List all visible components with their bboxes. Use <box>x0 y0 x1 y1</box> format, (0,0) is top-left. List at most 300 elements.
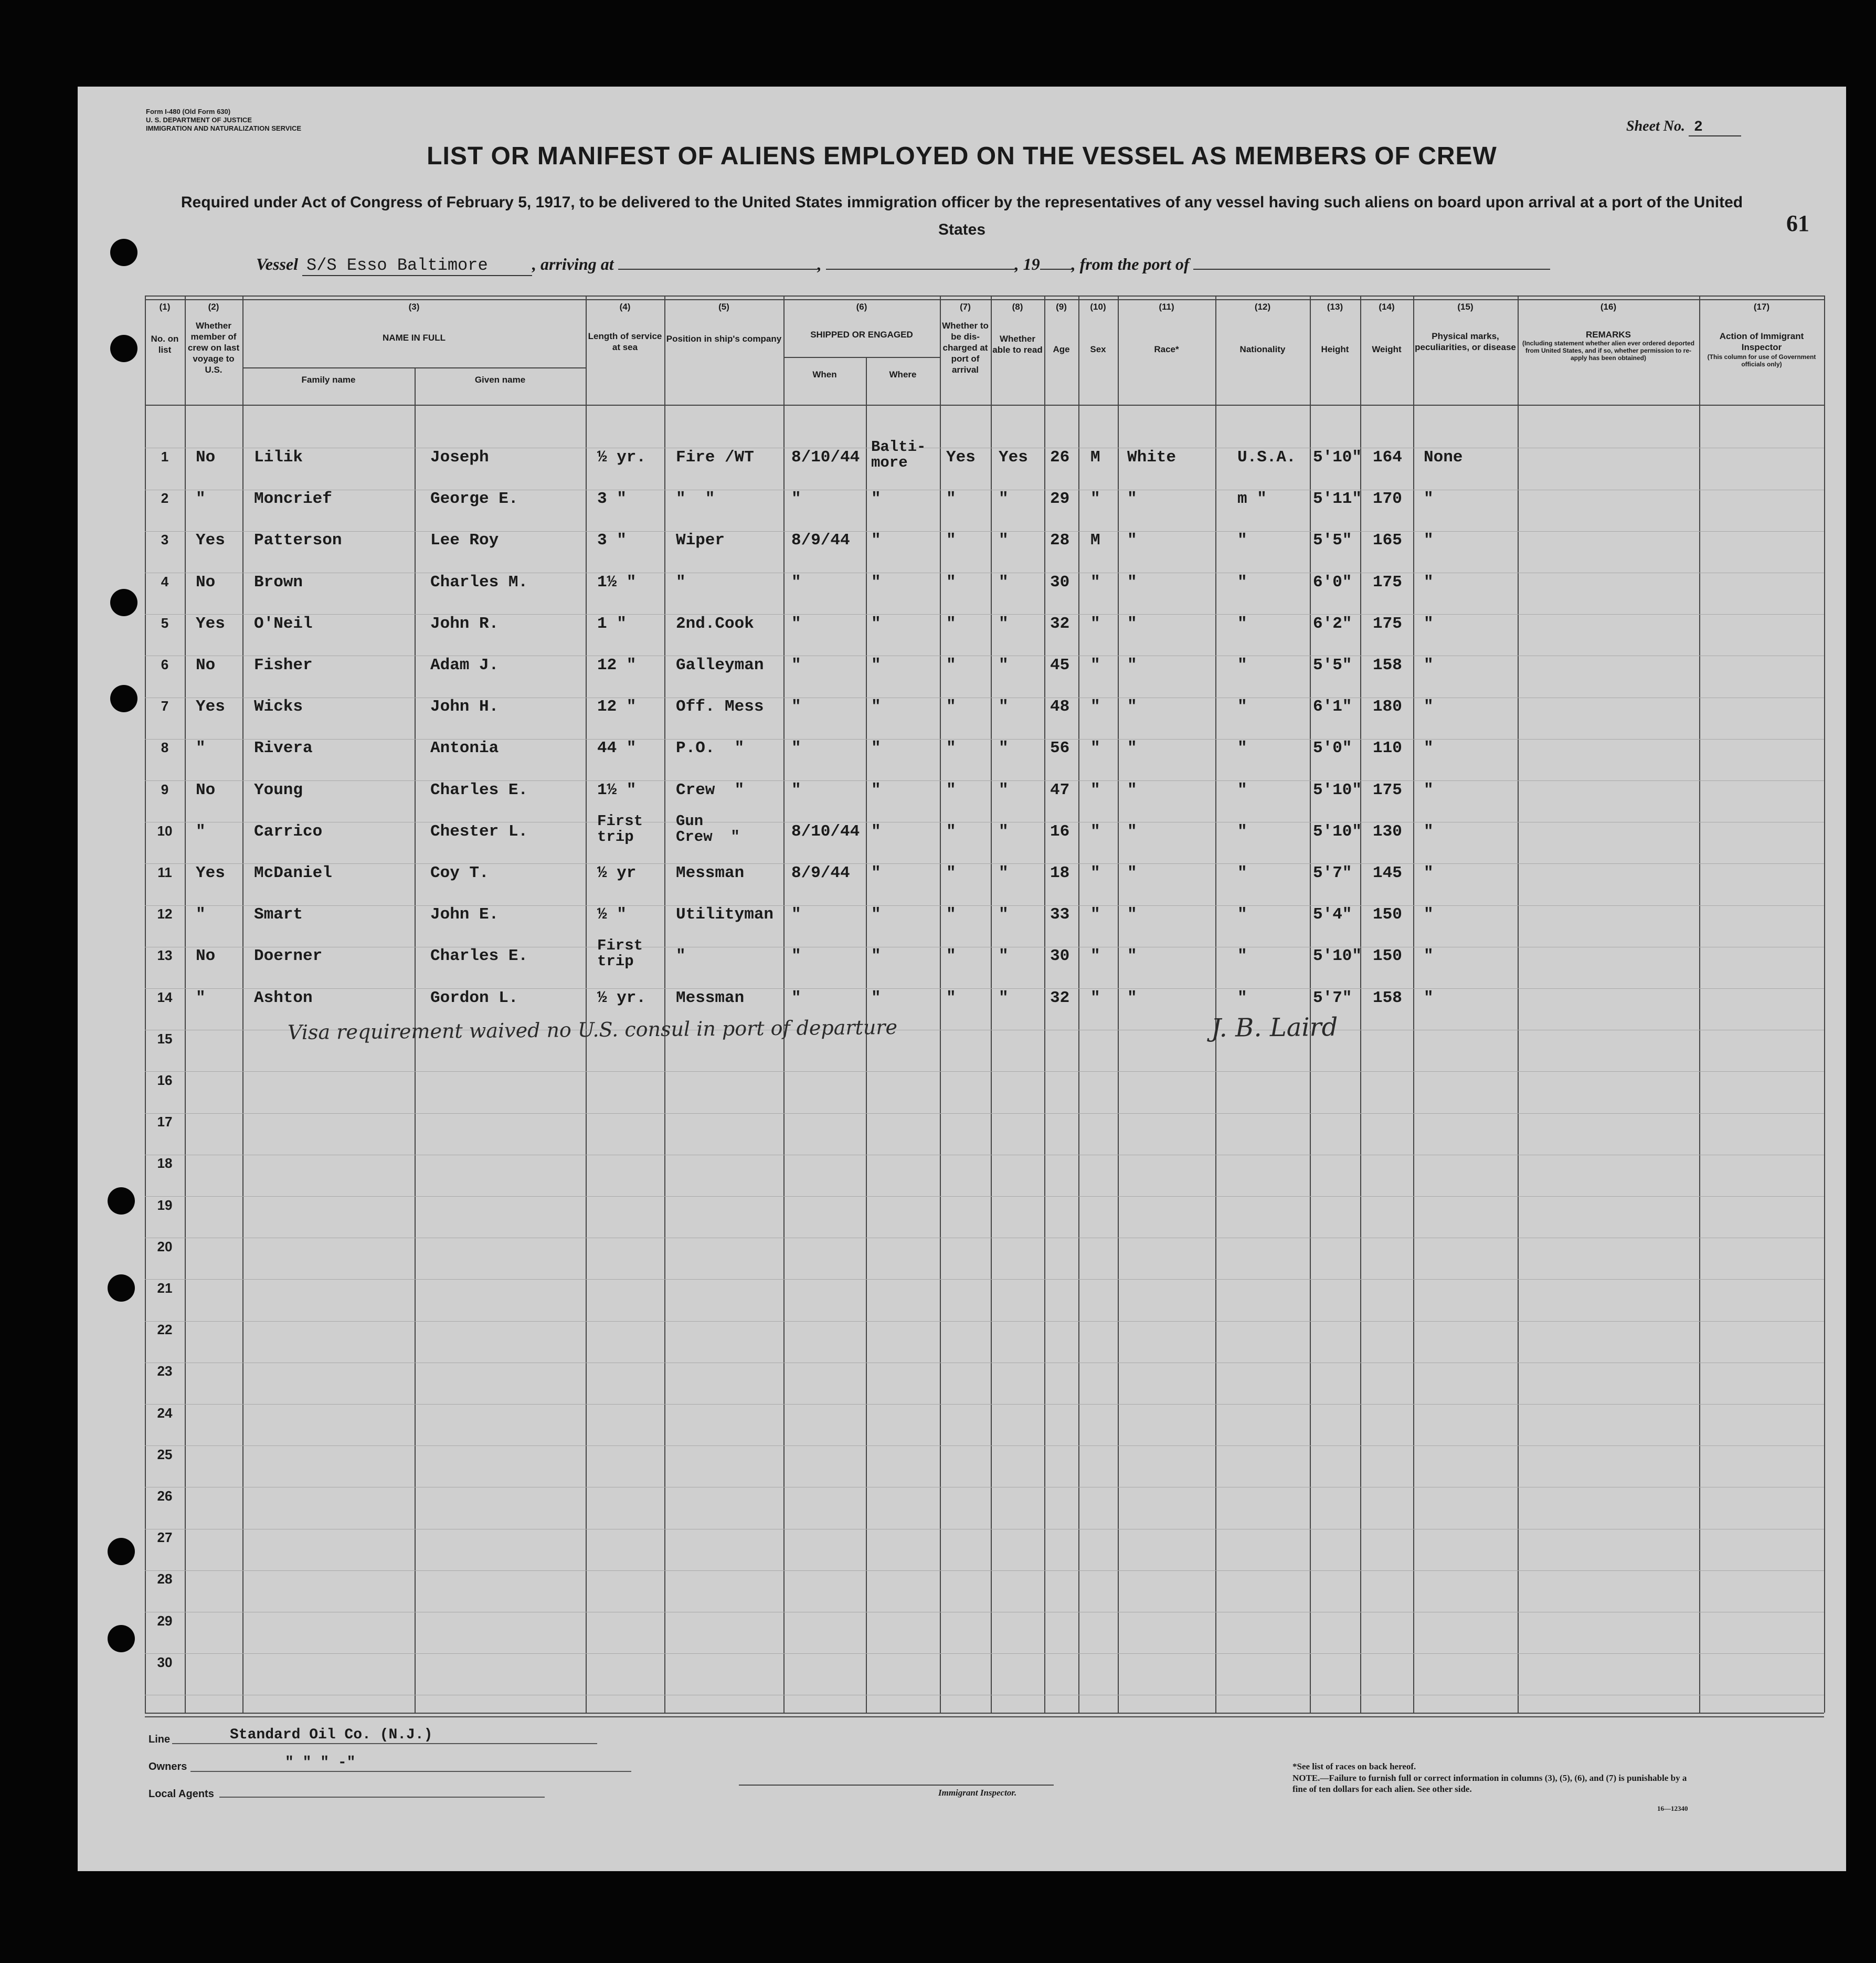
cell-sex: " <box>1090 698 1100 716</box>
cell-service: ½ yr. <box>597 989 646 1007</box>
row-number: 8 <box>161 740 169 755</box>
column-number: (16) <box>1600 302 1617 312</box>
cell-family: Patterson <box>254 531 342 550</box>
cell-age: 30 <box>1050 573 1070 592</box>
row-rule <box>145 905 1824 906</box>
vessel-name: S/S Esso Baltimore <box>302 256 532 276</box>
cell-race: " <box>1127 573 1137 592</box>
cell-nationality: " <box>1237 905 1247 924</box>
cell-height: 5'11" <box>1313 490 1362 508</box>
form-number: Form I-480 (Old Form 630) <box>146 108 231 115</box>
cell-physical: " <box>1424 739 1434 757</box>
cell-when: 8/9/44 <box>791 531 850 550</box>
row-number: 1 <box>161 449 169 465</box>
row-number: 29 <box>157 1613 173 1629</box>
cell-weight: 165 <box>1373 531 1402 550</box>
cell-sex: " <box>1090 822 1100 841</box>
cell-when: 8/9/44 <box>791 864 850 882</box>
cell-read: " <box>999 573 1009 592</box>
form-identification <box>146 108 301 133</box>
cell-age: 47 <box>1050 781 1070 799</box>
cell-discharged: " <box>946 989 956 1007</box>
cell-where: " <box>871 947 881 965</box>
header-given-name: Given name <box>474 375 526 385</box>
cell-where: " <box>871 615 881 633</box>
cell-physical: " <box>1424 947 1434 965</box>
cell-given: George E. <box>430 490 518 508</box>
column-divider <box>1518 295 1519 1713</box>
cell-when: " <box>791 989 801 1007</box>
from-port-label: , from the port of <box>1071 255 1190 273</box>
cell-age: 28 <box>1050 531 1070 550</box>
cell-height: 5'4" <box>1313 905 1352 924</box>
cell-member: No <box>196 448 216 467</box>
header-position: Position in ship's company <box>666 334 782 344</box>
column-number: (4) <box>619 302 631 312</box>
binder-hole <box>108 1538 135 1565</box>
cell-given: Chester L. <box>430 822 528 841</box>
cell-given: John E. <box>430 905 499 924</box>
cell-weight: 145 <box>1373 864 1402 882</box>
cell-race: " <box>1127 739 1137 757</box>
cell-member: " <box>196 739 206 757</box>
sheet-value: 2 <box>1689 119 1741 136</box>
cell-race: " <box>1127 656 1137 674</box>
cell-read: " <box>999 822 1009 841</box>
header-shipped-or-engaged: SHIPPED OR ENGAGED <box>810 330 913 340</box>
cell-sex: M <box>1090 531 1100 550</box>
cell-member: " <box>196 822 206 841</box>
cell-race: " <box>1127 615 1137 633</box>
table-bottom-border <box>145 1716 1824 1717</box>
cell-service: 12 " <box>597 698 637 716</box>
cell-service: 1½ " <box>597 781 637 799</box>
cell-discharged: " <box>946 656 956 674</box>
cell-where: " <box>871 905 881 924</box>
cell-where: " <box>871 698 881 716</box>
cell-nationality: " <box>1237 781 1247 799</box>
cell-nationality: " <box>1237 656 1247 674</box>
row-number: 25 <box>157 1447 173 1462</box>
cell-age: 26 <box>1050 448 1070 467</box>
cell-when: " <box>791 490 801 508</box>
cell-height: 5'10" <box>1313 822 1362 841</box>
cell-race: " <box>1127 531 1137 550</box>
header-whether-member: Whether member of crew on last voyage to U.S. <box>187 321 240 375</box>
cell-service: ½ yr. <box>597 448 646 467</box>
from-port-field <box>1193 269 1550 270</box>
cell-physical: " <box>1424 490 1434 508</box>
column-divider <box>1699 295 1700 1713</box>
binder-hole <box>110 589 137 616</box>
cell-read: " <box>999 656 1009 674</box>
penalty-note: NOTE.—Failure to furnish full or correct information in columns (3), (5), (6), and (7) is punishable by a fine of ten dollars for each alien. See other side. <box>1292 1773 1687 1794</box>
cell-physical: " <box>1424 698 1434 716</box>
shipped-subheader-line <box>783 357 940 358</box>
cell-member: Yes <box>196 615 225 633</box>
cell-sex: " <box>1090 615 1100 633</box>
cell-height: 5'7" <box>1313 864 1352 882</box>
row-number: 17 <box>157 1114 173 1130</box>
cell-family: Young <box>254 781 303 799</box>
cell-service: First trip <box>597 937 643 970</box>
row-number: 27 <box>157 1529 173 1545</box>
cell-discharged: " <box>946 490 956 508</box>
cell-family: Wicks <box>254 698 303 716</box>
cell-position: " <box>676 573 686 592</box>
cell-position: Crew " <box>676 781 745 799</box>
cell-given: Charles E. <box>430 781 528 799</box>
cell-height: 5'7" <box>1313 989 1352 1007</box>
cell-discharged: " <box>946 531 956 550</box>
row-number: 6 <box>161 657 169 672</box>
cell-nationality: " <box>1237 531 1247 550</box>
cell-service: 3 " <box>597 531 627 550</box>
cell-physical: " <box>1424 989 1434 1007</box>
name-subheader-line <box>242 367 586 368</box>
column-number: (11) <box>1159 302 1174 312</box>
cell-physical: " <box>1424 864 1434 882</box>
row-number: 23 <box>157 1363 173 1379</box>
department: U. S. DEPARTMENT OF JUSTICE <box>146 116 252 124</box>
cell-physical: " <box>1424 531 1434 550</box>
binder-hole <box>108 1274 135 1302</box>
cell-discharged: " <box>946 698 956 716</box>
page-number: 61 <box>1786 210 1809 236</box>
cell-height: 5'10" <box>1313 448 1362 467</box>
cell-read: " <box>999 698 1009 716</box>
header-action-of-inspector: Action of Immigrant Inspector <box>1719 331 1804 352</box>
cell-read: " <box>999 615 1009 633</box>
cell-when: " <box>791 905 801 924</box>
cell-height: 6'2" <box>1313 615 1352 633</box>
column-number: (14) <box>1379 302 1395 312</box>
column-number: (2) <box>208 302 219 312</box>
cell-nationality: " <box>1237 615 1247 633</box>
row-rule <box>145 1653 1824 1654</box>
cell-read: " <box>999 739 1009 757</box>
cell-when: " <box>791 781 801 799</box>
cell-service: First trip <box>597 812 643 846</box>
header-nationality: Nationality <box>1239 344 1286 354</box>
column-divider <box>586 295 587 1713</box>
cell-where: " <box>871 573 881 592</box>
cell-read: Yes <box>999 448 1028 467</box>
row-rule <box>145 988 1824 989</box>
column-divider <box>242 295 243 1713</box>
header-height: Height <box>1321 344 1349 354</box>
cell-race: " <box>1127 698 1137 716</box>
row-number: 11 <box>157 864 172 880</box>
cell-family: O'Neil <box>254 615 313 633</box>
row-rule <box>145 780 1824 781</box>
row-number: 9 <box>161 782 169 797</box>
cell-weight: 150 <box>1373 905 1402 924</box>
column-divider <box>1215 295 1216 1713</box>
row-number: 14 <box>157 989 173 1005</box>
print-code: 16—12340 <box>1657 1804 1688 1812</box>
column-divider <box>1360 295 1361 1713</box>
cell-physical: " <box>1424 656 1434 674</box>
row-number: 4 <box>161 574 169 589</box>
cell-service: 44 " <box>597 739 637 757</box>
row-rule <box>145 1071 1824 1072</box>
cell-service: 3 " <box>597 490 627 508</box>
header-where: Where <box>889 370 917 379</box>
owners-value: " " " -" <box>190 1755 631 1772</box>
cell-physical: " <box>1424 615 1434 633</box>
cell-given: Lee Roy <box>430 531 499 550</box>
cell-where: " <box>871 864 881 882</box>
cell-weight: 158 <box>1373 989 1402 1007</box>
cell-discharged: " <box>946 947 956 965</box>
row-rule <box>145 1279 1824 1280</box>
cell-height: 5'10" <box>1313 781 1362 799</box>
cell-physical: " <box>1424 781 1434 799</box>
cell-given: Antonia <box>430 739 499 757</box>
cell-when: " <box>791 573 801 592</box>
local-agents-field <box>219 1783 545 1798</box>
cell-weight: 130 <box>1373 822 1402 841</box>
cell-family: Lilik <box>254 448 303 467</box>
row-rule <box>145 1321 1824 1322</box>
cell-position: " " <box>676 490 715 508</box>
header-race: Race* <box>1154 344 1179 354</box>
column-divider <box>145 295 146 1713</box>
cell-when: " <box>791 615 801 633</box>
races-note: *See list of races on back hereof. <box>1292 1761 1416 1771</box>
row-number: 16 <box>157 1072 173 1088</box>
service: IMMIGRATION AND NATURALIZATION SERVICE <box>146 124 302 132</box>
row-rule <box>145 863 1824 864</box>
cell-when: " <box>791 656 801 674</box>
header-action-note: (This column for use of Government officials only) <box>1707 353 1816 368</box>
cell-race: " <box>1127 864 1137 882</box>
column-number: (15) <box>1457 302 1474 312</box>
cell-member: Yes <box>196 698 225 716</box>
cell-sex: " <box>1090 656 1100 674</box>
arriving-label: , arriving at <box>532 255 614 273</box>
header-able-to-read: Whether able to read <box>992 334 1043 355</box>
cell-where: " <box>871 739 881 757</box>
cell-discharged: " <box>946 822 956 841</box>
cell-discharged: " <box>946 905 956 924</box>
cell-position: Wiper <box>676 531 725 550</box>
cell-discharged: " <box>946 864 956 882</box>
row-number: 10 <box>157 823 173 839</box>
cell-race: " <box>1127 905 1137 924</box>
cell-weight: 180 <box>1373 698 1402 716</box>
cell-discharged: " <box>946 615 956 633</box>
cell-weight: 175 <box>1373 781 1402 799</box>
cell-sex: " <box>1090 947 1100 965</box>
cell-sex: " <box>1090 989 1100 1007</box>
cell-age: 48 <box>1050 698 1070 716</box>
cell-service: 1 " <box>597 615 627 633</box>
sheet-number <box>1626 118 1741 136</box>
cell-given: Joseph <box>430 448 489 467</box>
cell-member: Yes <box>196 531 225 550</box>
row-rule <box>145 1445 1824 1446</box>
cell-given: John H. <box>430 698 499 716</box>
cell-physical: " <box>1424 573 1434 592</box>
cell-given: Charles M. <box>430 573 528 592</box>
cell-race: " <box>1127 781 1137 799</box>
cell-where: " <box>871 531 881 550</box>
cell-position: Galleyman <box>676 656 764 674</box>
cell-member: " <box>196 905 206 924</box>
row-rule <box>145 1570 1824 1571</box>
cell-read: " <box>999 905 1009 924</box>
manifest-sheet <box>78 87 1846 1871</box>
row-number: 13 <box>157 947 173 963</box>
cell-family: Ashton <box>254 989 313 1007</box>
cell-nationality: " <box>1237 989 1247 1007</box>
row-number: 28 <box>157 1571 173 1587</box>
cell-family: Moncrief <box>254 490 332 508</box>
row-rule <box>145 739 1824 740</box>
cell-when: 8/10/44 <box>791 822 860 841</box>
cell-read: " <box>999 490 1009 508</box>
inspector-label: Immigrant Inspector. <box>938 1788 1017 1798</box>
binder-hole <box>108 1187 135 1215</box>
cell-physical: " <box>1424 822 1434 841</box>
row-number: 18 <box>157 1155 173 1171</box>
cell-sex: " <box>1090 739 1100 757</box>
cell-member: " <box>196 490 206 508</box>
column-divider <box>1118 295 1119 1713</box>
page-title: LIST OR MANIFEST OF ALIENS EMPLOYED ON THE VESSEL AS MEMBERS OF CREW <box>427 142 1497 170</box>
cell-where: " <box>871 656 881 674</box>
inspector-signature-line <box>739 1785 1054 1786</box>
handwritten-note: Visa requirement waived no U.S. consul in port of departure <box>287 1015 898 1044</box>
vessel-line: Vessel S/S Esso Baltimore , arriving at , , 19 , from the port of <box>256 255 1550 276</box>
cell-when: " <box>791 739 801 757</box>
local-agents-label: Local Agents <box>149 1788 214 1800</box>
cell-height: 5'5" <box>1313 656 1352 674</box>
cell-member: Yes <box>196 864 225 882</box>
cell-where: Balti- more <box>871 438 926 471</box>
header-discharged: Whether to be dis-charged at port of arrival <box>942 321 989 375</box>
row-number: 2 <box>161 490 169 506</box>
year-label: , 19 <box>1014 255 1040 273</box>
header-sex: Sex <box>1090 344 1106 354</box>
line-value: Standard Oil Co. (N.J.) <box>172 1727 597 1744</box>
cell-family: Carrico <box>254 822 323 841</box>
cell-nationality: " <box>1237 822 1247 841</box>
column-number: (1) <box>159 302 171 312</box>
column-divider <box>1310 295 1311 1713</box>
cell-age: 56 <box>1050 739 1070 757</box>
cell-read: " <box>999 989 1009 1007</box>
cell-service: 1½ " <box>597 573 637 592</box>
cell-discharged: " <box>946 781 956 799</box>
binder-hole <box>110 335 137 362</box>
cell-discharged: " <box>946 739 956 757</box>
cell-sex: " <box>1090 905 1100 924</box>
row-number: 3 <box>161 532 169 547</box>
cell-weight: 150 <box>1373 947 1402 965</box>
cell-age: 32 <box>1050 615 1070 633</box>
cell-position: 2nd.Cook <box>676 615 754 633</box>
cell-member: No <box>196 947 216 965</box>
cell-age: 33 <box>1050 905 1070 924</box>
cell-given: Charles E. <box>430 947 528 965</box>
column-divider <box>1413 295 1414 1713</box>
cell-age: 16 <box>1050 822 1070 841</box>
cell-position: Messman <box>676 864 745 882</box>
vessel-label: Vessel <box>256 255 298 273</box>
cell-weight: 110 <box>1373 739 1402 757</box>
cell-given: Gordon L. <box>430 989 518 1007</box>
cell-where: " <box>871 490 881 508</box>
row-number: 21 <box>157 1280 173 1296</box>
cell-given: John R. <box>430 615 499 633</box>
cell-position: P.O. " <box>676 739 745 757</box>
cell-physical: None <box>1424 448 1463 467</box>
cell-member: No <box>196 573 216 592</box>
cell-race: " <box>1127 822 1137 841</box>
column-divider <box>664 295 665 1713</box>
header-physical-marks: Physical marks, peculiarities, or disease <box>1415 331 1516 352</box>
column-number: (3) <box>408 302 420 312</box>
owners-label: Owners <box>149 1761 187 1772</box>
cell-given: Coy T. <box>430 864 489 882</box>
header-when: When <box>812 370 837 379</box>
cell-sex: " <box>1090 490 1100 508</box>
row-rule <box>145 614 1824 615</box>
header-name-in-full: NAME IN FULL <box>383 333 446 343</box>
row-number: 24 <box>157 1405 173 1421</box>
row-number: 20 <box>157 1239 173 1254</box>
header-remarks: REMARKS <box>1586 330 1631 340</box>
header-remarks-note: (Including statement whether alien ever ordered deported from United States, and if so, whether permission to re-apply has been obtained) <box>1522 340 1695 362</box>
cell-family: Brown <box>254 573 303 592</box>
cell-race: " <box>1127 947 1137 965</box>
cell-age: 18 <box>1050 864 1070 882</box>
cell-nationality: m " <box>1237 490 1267 508</box>
cell-position: Off. Mess <box>676 698 764 716</box>
column-number: (9) <box>1056 302 1067 312</box>
cell-service: ½ " <box>597 905 627 924</box>
row-number: 26 <box>157 1488 173 1504</box>
cell-race: " <box>1127 989 1137 1007</box>
cell-weight: 175 <box>1373 615 1402 633</box>
line-label: Line <box>149 1734 171 1745</box>
cell-physical: " <box>1424 905 1434 924</box>
cell-when: " <box>791 698 801 716</box>
binder-hole <box>110 685 137 712</box>
column-divider <box>940 295 941 1713</box>
column-divider <box>991 295 992 1713</box>
cell-member: No <box>196 781 216 799</box>
cell-sex: M <box>1090 448 1100 467</box>
row-number: 7 <box>161 698 169 714</box>
cell-service: 12 " <box>597 656 637 674</box>
column-number: (5) <box>718 302 729 312</box>
table-bottom-border <box>145 1713 1824 1714</box>
cell-position: Gun Crew " <box>676 812 740 846</box>
binder-hole <box>108 1625 135 1652</box>
sheet-label: Sheet No. <box>1626 118 1685 134</box>
cell-position: " <box>676 947 686 965</box>
row-number: 15 <box>157 1031 173 1047</box>
cell-weight: 170 <box>1373 490 1402 508</box>
row-number: 22 <box>157 1322 173 1337</box>
cell-member: " <box>196 989 206 1007</box>
column-number: (17) <box>1753 302 1770 312</box>
cell-weight: 158 <box>1373 656 1402 674</box>
